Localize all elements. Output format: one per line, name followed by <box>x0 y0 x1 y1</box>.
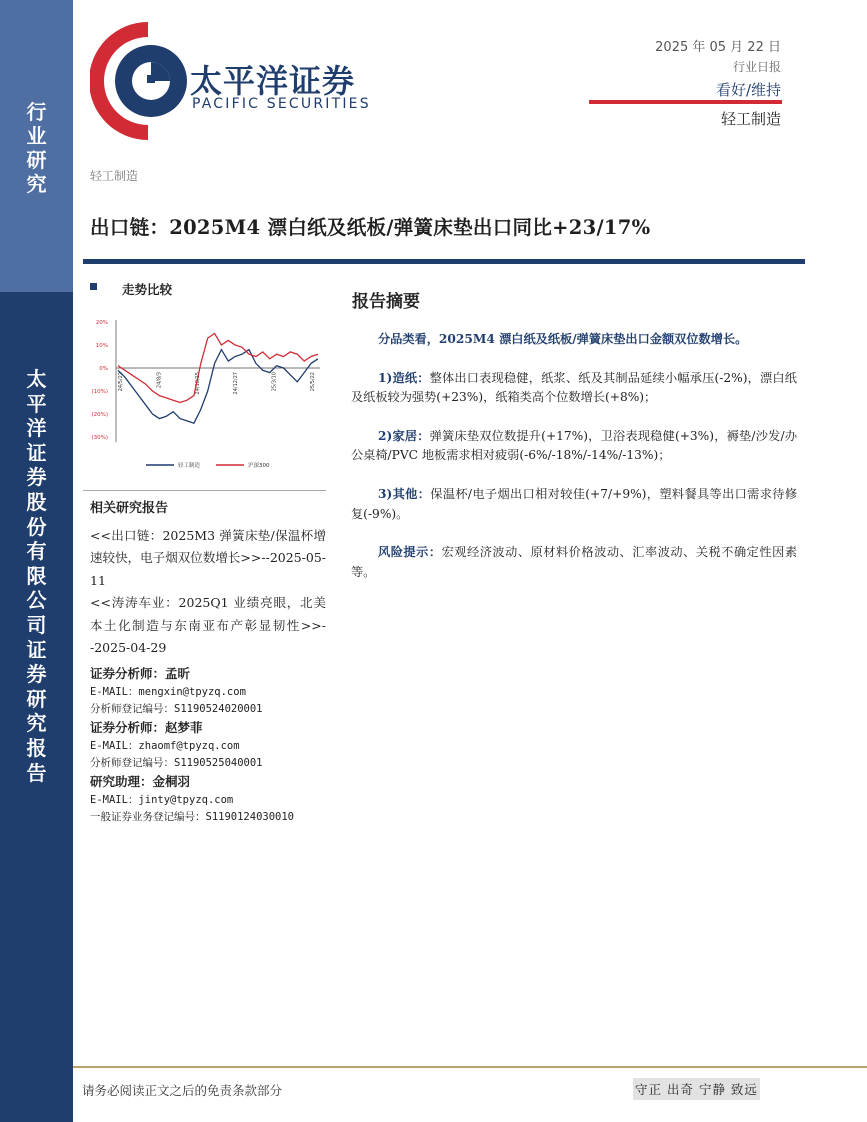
related-research-title: 相关研究报告 <box>90 501 169 516</box>
summary-paragraph-other <box>351 485 797 524</box>
legend-label: 轻工制造 <box>178 463 201 469</box>
page-title: 出口链：2025M4 漂白纸及纸板/弹簧床垫出口同比+23/17% <box>90 216 651 239</box>
x-tick-label: 25/5/22 <box>310 372 316 392</box>
paragraph-heading: 2)家居： <box>378 429 430 443</box>
paragraph-text: 宏观经济波动、原材料价格波动、汇率波动、关税不确定性因素等。 <box>351 545 798 579</box>
paragraph-text: 弹簧床垫双位数提升(+17%)，卫浴表现稳健(+3%)，褥垫/沙发/办公桌椅/PVC 地板需求相对疲弱(-6%/-18%/-14%/-13%)； <box>351 429 798 463</box>
related-divider <box>83 490 326 491</box>
analyst-email[interactable]: E-MAIL：mengxin@tpyzq.com <box>90 686 246 698</box>
footer-disclaimer: 请务必阅读正文之后的免责条款部分 <box>82 1083 283 1098</box>
risk-warning <box>351 543 797 582</box>
analyst-email[interactable]: E-MAIL：zhaomf@tpyzq.com <box>90 740 240 752</box>
paragraph-heading: 3)其他： <box>378 487 431 502</box>
paragraph-heading: 1)造纸： <box>378 370 430 385</box>
analyst-block <box>90 717 330 771</box>
summary-lead: 分品类看，2025M4 漂白纸及纸板/弹簧床垫出口金额双位数增长。 <box>378 332 748 346</box>
footer-divider <box>73 1066 867 1068</box>
summary-paragraph-paper <box>351 369 797 408</box>
summary-paragraph-home <box>351 427 797 466</box>
legend-label: 沪深300 <box>248 463 270 469</box>
summary-body <box>351 330 797 602</box>
y-tick-label: 10% <box>95 343 108 349</box>
analyst-name: 证券分析师：孟昕 <box>90 666 191 681</box>
related-report-link[interactable]: <<出口链：2025M3 弹簧床垫/保温杯增速较快，电子烟双位数增长>>--2025-05-11 <box>90 528 326 588</box>
pacific-securities-logo-icon <box>90 20 190 142</box>
analyst-list <box>90 663 330 825</box>
related-research-list <box>90 525 326 659</box>
y-tick-label: (30%) <box>91 435 108 441</box>
y-tick-label: 0% <box>99 366 108 372</box>
analyst-name: 研究助理：金桐羽 <box>90 774 191 789</box>
analyst-registration: 分析师登记编号：S1190525040001 <box>90 756 263 769</box>
paragraph-heading: 风险提示： <box>378 545 442 560</box>
sidebar-report-category: 行业研究 <box>26 100 47 196</box>
logo-wordmark-en: PACIFIC SECURITIES <box>192 96 371 112</box>
trend-chart <box>84 312 324 477</box>
logo-wordmark-cn: 太平洋证券 <box>190 62 356 100</box>
report-date: 2025 年 05 月 22 日 <box>655 40 781 55</box>
paragraph-text: 整体出口表现稳健，纸浆、纸及其制品延续小幅承压(-2%)，漂白纸及纸板较为强势(+23%)，纸箱类高个位数增长(+8%)； <box>351 370 797 405</box>
analyst-registration: 分析师登记编号：S1190524020001 <box>90 702 263 715</box>
footer-motto: 守正 出奇 宁静 致远 <box>633 1078 760 1100</box>
x-tick-label: 24/12/27 <box>233 372 240 395</box>
breadcrumb: 轻工制造 <box>90 169 139 183</box>
trend-title: 走势比较 <box>122 282 173 297</box>
x-tick-label: 24/8/3 <box>156 372 163 389</box>
y-tick-label: (10%) <box>91 389 108 395</box>
industry-label: 轻工制造 <box>720 110 781 128</box>
analyst-email[interactable]: E-MAIL：jinty@tpyzq.com <box>90 794 234 806</box>
analyst-registration: 一般证券业务登记编号：S1190124030010 <box>90 810 295 823</box>
analyst-name: 证券分析师：赵梦菲 <box>90 720 203 735</box>
rating: 看好/维持 <box>715 81 781 99</box>
y-tick-label: 20% <box>95 320 108 326</box>
report-type: 行业日报 <box>732 60 781 74</box>
analyst-block <box>90 771 330 825</box>
y-tick-label: (20%) <box>91 412 108 418</box>
x-tick-label: 24/10/15 <box>194 372 201 395</box>
x-tick-label: 24/5/22 <box>118 372 124 392</box>
title-divider <box>83 259 805 264</box>
header-divider <box>589 100 782 104</box>
square-bullet-icon <box>90 283 97 290</box>
summary-title: 报告摘要 <box>352 292 420 312</box>
related-report-link[interactable]: <<涛涛车业：2025Q1 业绩亮眼，北美本土化制造与东南亚布产彰显韧性>>--2025-04-29 <box>90 595 326 656</box>
analyst-block <box>90 663 330 717</box>
paragraph-text: 保温杯/电子烟出口相对较佳(+7/+9%)，塑料餐具等出口需求待修复(-9%)。 <box>351 487 798 521</box>
sidebar-company-label: 太平洋证券股份有限公司证券研究报告 <box>26 367 47 785</box>
x-tick-label: 25/3/10 <box>271 372 278 392</box>
